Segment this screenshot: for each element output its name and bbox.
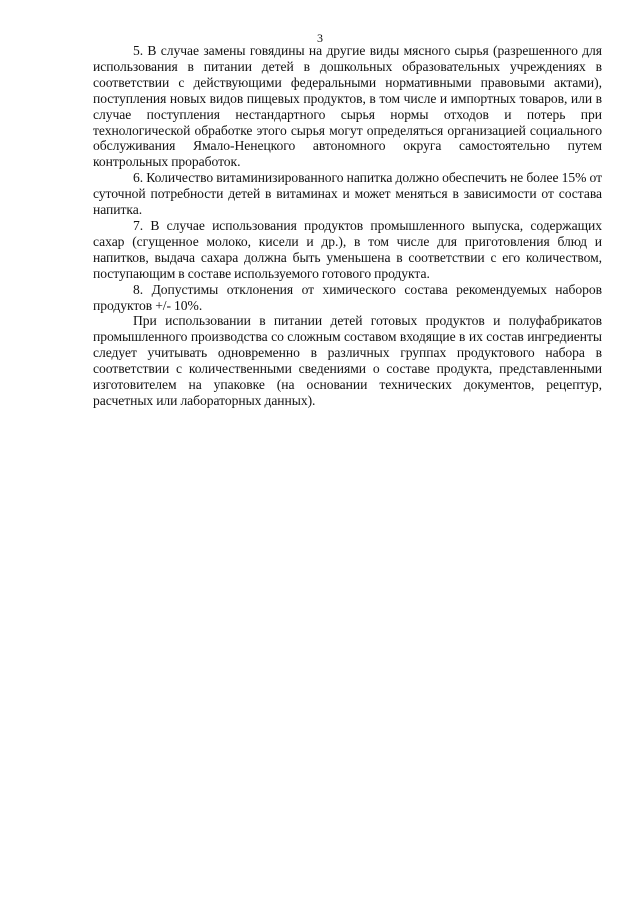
paragraph-item-7: 7. В случае использования продуктов промышленного выпуска, содержащих сахар (сгущенное молоко, кисели и др.), в том числе для приготовления блюд и напитков, выдача сахара должна быть уменьшена в соответствии с его количеством, поступающим в составе используемого готового продукта.: [93, 217, 602, 281]
paragraph-item-6: 6. Количество витаминизированного напитка должно обеспечить не более 15% от суточной потребности детей в витаминах и может меняться в зависимости от состава напитка.: [93, 170, 602, 218]
page-number: 3: [317, 31, 323, 45]
document-body: [93, 43, 602, 409]
paragraph-semi-finished-products: При использовании в питании детей готовых продуктов и полуфабрикатов промышленного производства со сложным составом входящие в их состав ингредиенты следует учитывать одновременно в различных группах продуктового набора в соответствии с количественными сведениями о составе продукта, представленными изготовителем на упаковке (на основании технических документов, рецептур, расчетных или лабораторных данных).: [93, 313, 602, 408]
paragraph-item-8: 8. Допустимы отклонения от химического состава рекомендуемых наборов продуктов +/- 10%.: [93, 281, 602, 313]
paragraph-item-5: 5. В случае замены говядины на другие виды мясного сырья (разрешенного для использования в питании детей в дошкольных образовательных учреждениях в соответствии с действующими федеральными нормативными правовыми актами), поступления новых видов пищевых продуктов, в том числе и импортных товаров, или в случае поступления нестандартного сырья нормы отходов и потерь при технологической обработке этого сырья могут определяться организацией социального обслуживания Ямало-Ненецкого автономного округа самостоятельно путем контрольных проработок.: [93, 43, 602, 170]
